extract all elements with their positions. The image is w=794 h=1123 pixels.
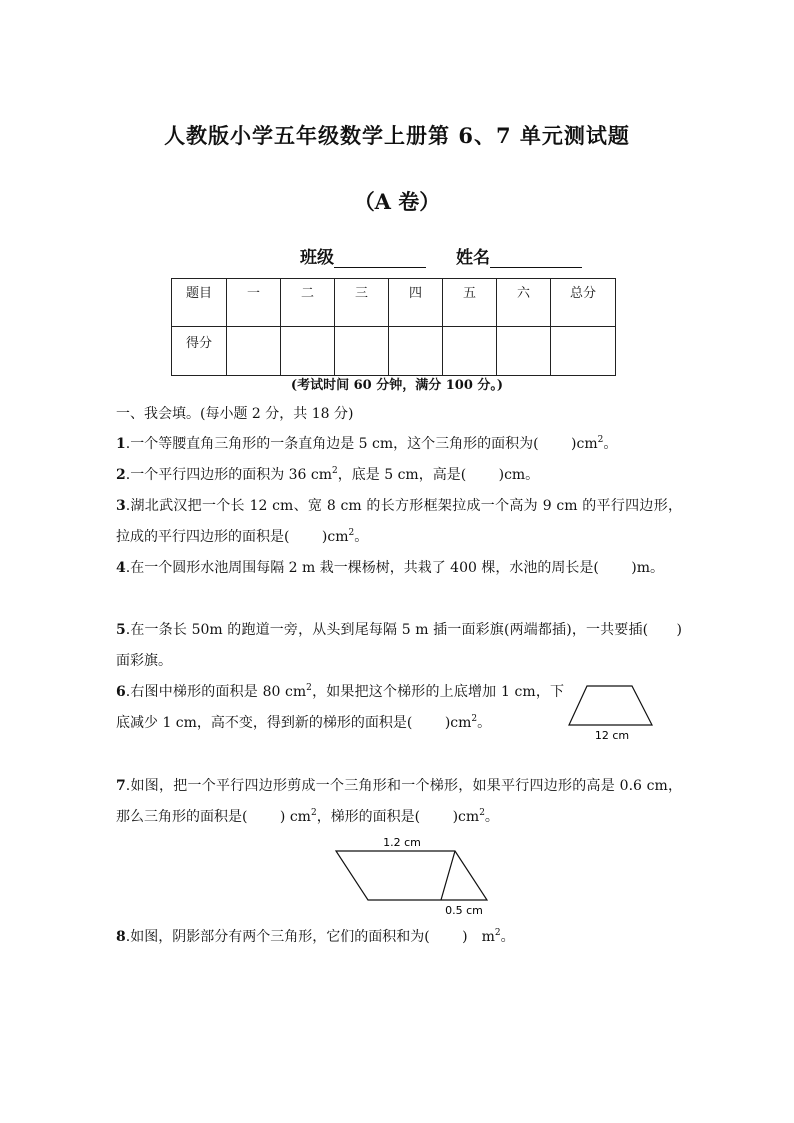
question-text: .湖北武汉把一个长 12 cm、宽 8 cm 的长方形框架拉成一个高为 9 cm 的平行四边形，拉成的平行四边形的面积是( )cm — [116, 498, 682, 545]
header-cell: 二 — [281, 279, 335, 327]
exam-note: (考试时间 60 分钟，满分 100 分。) — [290, 378, 504, 393]
header-cell: 总分 — [551, 279, 616, 327]
question-5 — [116, 615, 696, 677]
question-number: 1 — [116, 436, 126, 452]
question-2 — [116, 460, 682, 491]
section-heading: 一、我会填。(每小题 2 分，共 18 分) — [116, 406, 354, 422]
score-row-label: 得分 — [172, 327, 227, 376]
superscript: 2 — [348, 528, 355, 538]
question-8 — [116, 922, 682, 953]
header-cell: 三 — [335, 279, 389, 327]
question-7 — [116, 771, 682, 833]
question-text: ，如果把这个梯形的上底增加 1 cm，下底减少 1 cm，高不变，得到新的梯形的面积是( )cm — [116, 684, 564, 731]
superscript: 2 — [310, 808, 317, 818]
header-cell: 六 — [497, 279, 551, 327]
trapezoid-figure — [566, 680, 662, 746]
question-1 — [116, 429, 682, 460]
question-text: .如图，阴影部分有两个三角形，它们的面积和为( ) m — [125, 929, 495, 945]
student-info — [300, 243, 582, 268]
superscript: 2 — [494, 928, 501, 938]
score-table-header-row — [172, 279, 616, 327]
question-number: 6 — [116, 684, 126, 700]
question-number: 5 — [116, 622, 126, 638]
question-text: .如图，把一个平行四边形剪成一个三角形和一个梯形，如果平行四边形的高是 0.6 cm，那么三角形的面积是( ) cm — [116, 778, 682, 825]
cut-line — [441, 851, 455, 900]
parallelogram-figure — [330, 834, 490, 920]
question-text: 。 — [500, 929, 515, 945]
question-number: 8 — [116, 929, 126, 945]
question-number: 4 — [116, 560, 126, 576]
question-text: ，底是 5 cm，高是( )cm。 — [337, 467, 540, 483]
superscript: 2 — [332, 466, 338, 476]
question-text: 。 — [603, 436, 618, 452]
score-cell[interactable] — [443, 327, 497, 376]
question-3 — [116, 491, 682, 553]
question-text: 。 — [354, 529, 369, 545]
question-text: .一个平行四边形的面积为 36 cm — [125, 467, 333, 483]
header-cell: 五 — [443, 279, 497, 327]
score-table — [171, 278, 616, 376]
question-text: .在一个圆形水池周围每隔 2 m 栽一棵杨树，共栽了 400 棵，水池的周长是( )m。 — [125, 560, 665, 576]
score-table-score-row — [172, 327, 616, 376]
question-text: 。 — [477, 715, 492, 731]
header-cell: 一 — [227, 279, 281, 327]
score-cell[interactable] — [497, 327, 551, 376]
name-label: 姓名 — [456, 248, 490, 268]
question-text: .右图中梯形的面积是 80 cm — [125, 684, 307, 700]
superscript: 2 — [471, 714, 478, 724]
superscript: 2 — [597, 435, 604, 445]
superscript: 2 — [479, 808, 485, 818]
score-cell[interactable] — [551, 327, 616, 376]
superscript: 2 — [306, 683, 312, 693]
question-text: .在一条长 50m 的跑道一旁，从头到尾每隔 5 m 插一面彩旗(两端都插)，一共要插( ) 面彩旗。 — [116, 622, 696, 669]
question-6 — [116, 677, 564, 739]
trapezoid-base-label: 12 cm — [594, 729, 630, 742]
class-blank[interactable] — [334, 249, 426, 268]
question-number: 7 — [116, 778, 126, 794]
parallelogram-top-label: 1.2 cm — [383, 836, 421, 849]
name-blank[interactable] — [490, 249, 582, 268]
score-cell[interactable] — [389, 327, 443, 376]
header-cell: 题目 — [172, 279, 227, 327]
parallelogram-bottom-label: 0.5 cm — [445, 904, 483, 917]
score-cell[interactable] — [227, 327, 281, 376]
question-number: 2 — [116, 467, 126, 483]
question-text: .一个等腰直角三角形的一条直角边是 5 cm，这个三角形的面积为( )cm — [125, 436, 598, 452]
class-label: 班级 — [300, 248, 334, 268]
score-cell[interactable] — [335, 327, 389, 376]
score-cell[interactable] — [281, 327, 335, 376]
page-subtitle: （A 卷） — [353, 189, 441, 214]
question-text: 。 — [484, 809, 499, 825]
question-text: ，梯形的面积是( )cm — [316, 809, 480, 825]
parallelogram-shape — [336, 851, 487, 900]
header-cell: 四 — [389, 279, 443, 327]
page-title: 人教版小学五年级数学上册第 6、7 单元测试题 — [164, 123, 630, 148]
question-number: 3 — [116, 498, 126, 514]
question-4 — [116, 553, 682, 584]
trapezoid-shape — [569, 686, 652, 725]
